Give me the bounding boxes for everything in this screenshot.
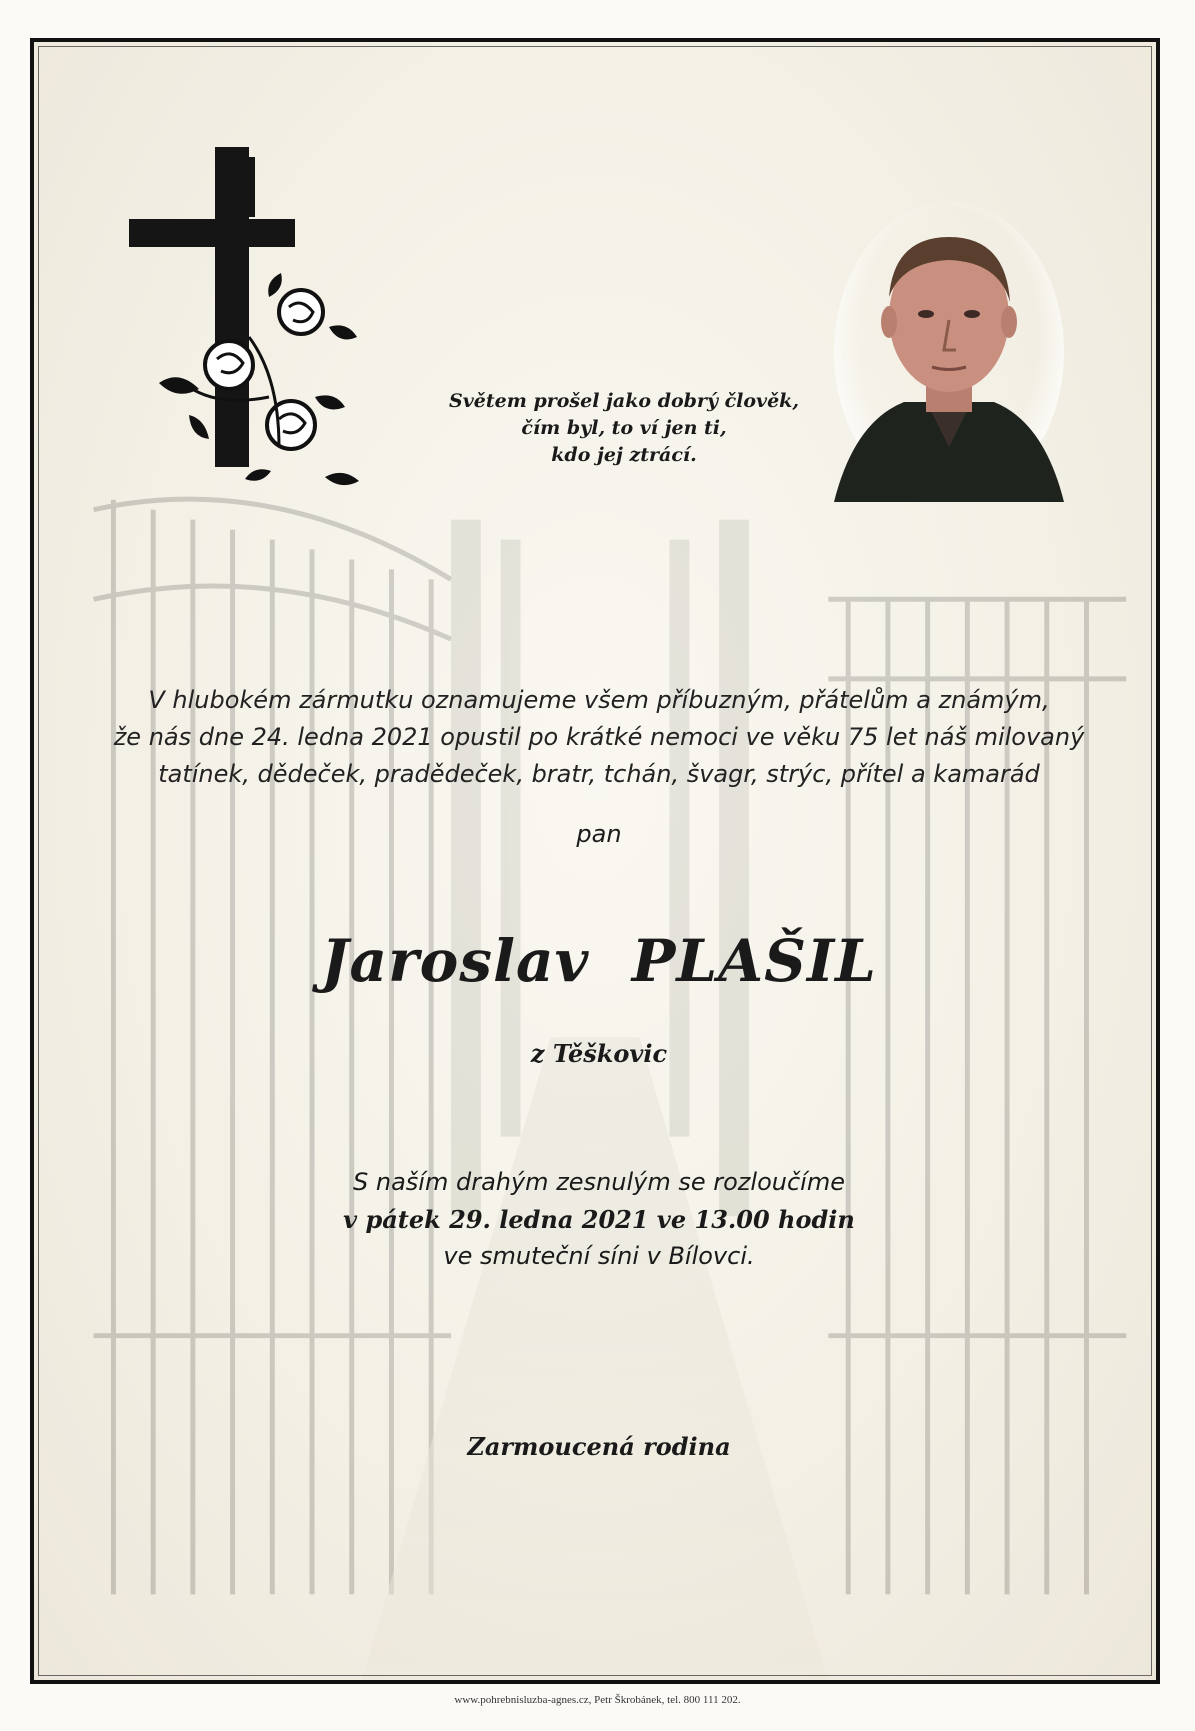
first-name: Jaroslav <box>321 927 590 995</box>
honorific: pan <box>576 820 622 848</box>
verse-line: Světem prošel jako dobrý člověk, <box>449 390 799 412</box>
signature: Zarmoucená rodina <box>467 1432 731 1461</box>
portrait-photo <box>834 202 1064 502</box>
last-name: PLAŠIL <box>631 927 877 995</box>
farewell-place: ve smuteční síni v Bílovci. <box>443 1242 755 1270</box>
announcement-line: tatínek, dědeček, pradědeček, bratr, tchán, švagr, strýc, přítel a kamarád <box>158 760 1040 788</box>
cross-with-roses-icon <box>129 147 359 507</box>
announcement-text <box>94 682 1104 793</box>
farewell-line: S naším drahým zesnulým se rozloučíme <box>353 1168 845 1196</box>
farewell-info <box>34 1164 1160 1275</box>
farewell-date: v pátek 29. ledna 2021 ve 13.00 hodin <box>343 1205 855 1234</box>
announcement-line: že nás dne 24. ledna 2021 opustil po krátké nemoci ve věku 75 let náš milovaný <box>113 723 1085 751</box>
deceased-origin: z Těškovic <box>530 1039 668 1068</box>
obituary-card <box>30 38 1160 1684</box>
footer-text: www.pohrebnisluzba-agnes.cz, Petr Škrobánek, tel. 800 111 202. <box>454 1694 741 1706</box>
verse-line: čím byl, to ví jen ti, <box>521 417 727 439</box>
announcement-line: V hlubokém zármutku oznamujeme všem příbuzným, přátelům a známým, <box>148 686 1050 714</box>
memorial-verse <box>414 388 834 469</box>
deceased-name <box>34 927 1160 995</box>
verse-line: kdo jej ztrácí. <box>551 444 697 466</box>
